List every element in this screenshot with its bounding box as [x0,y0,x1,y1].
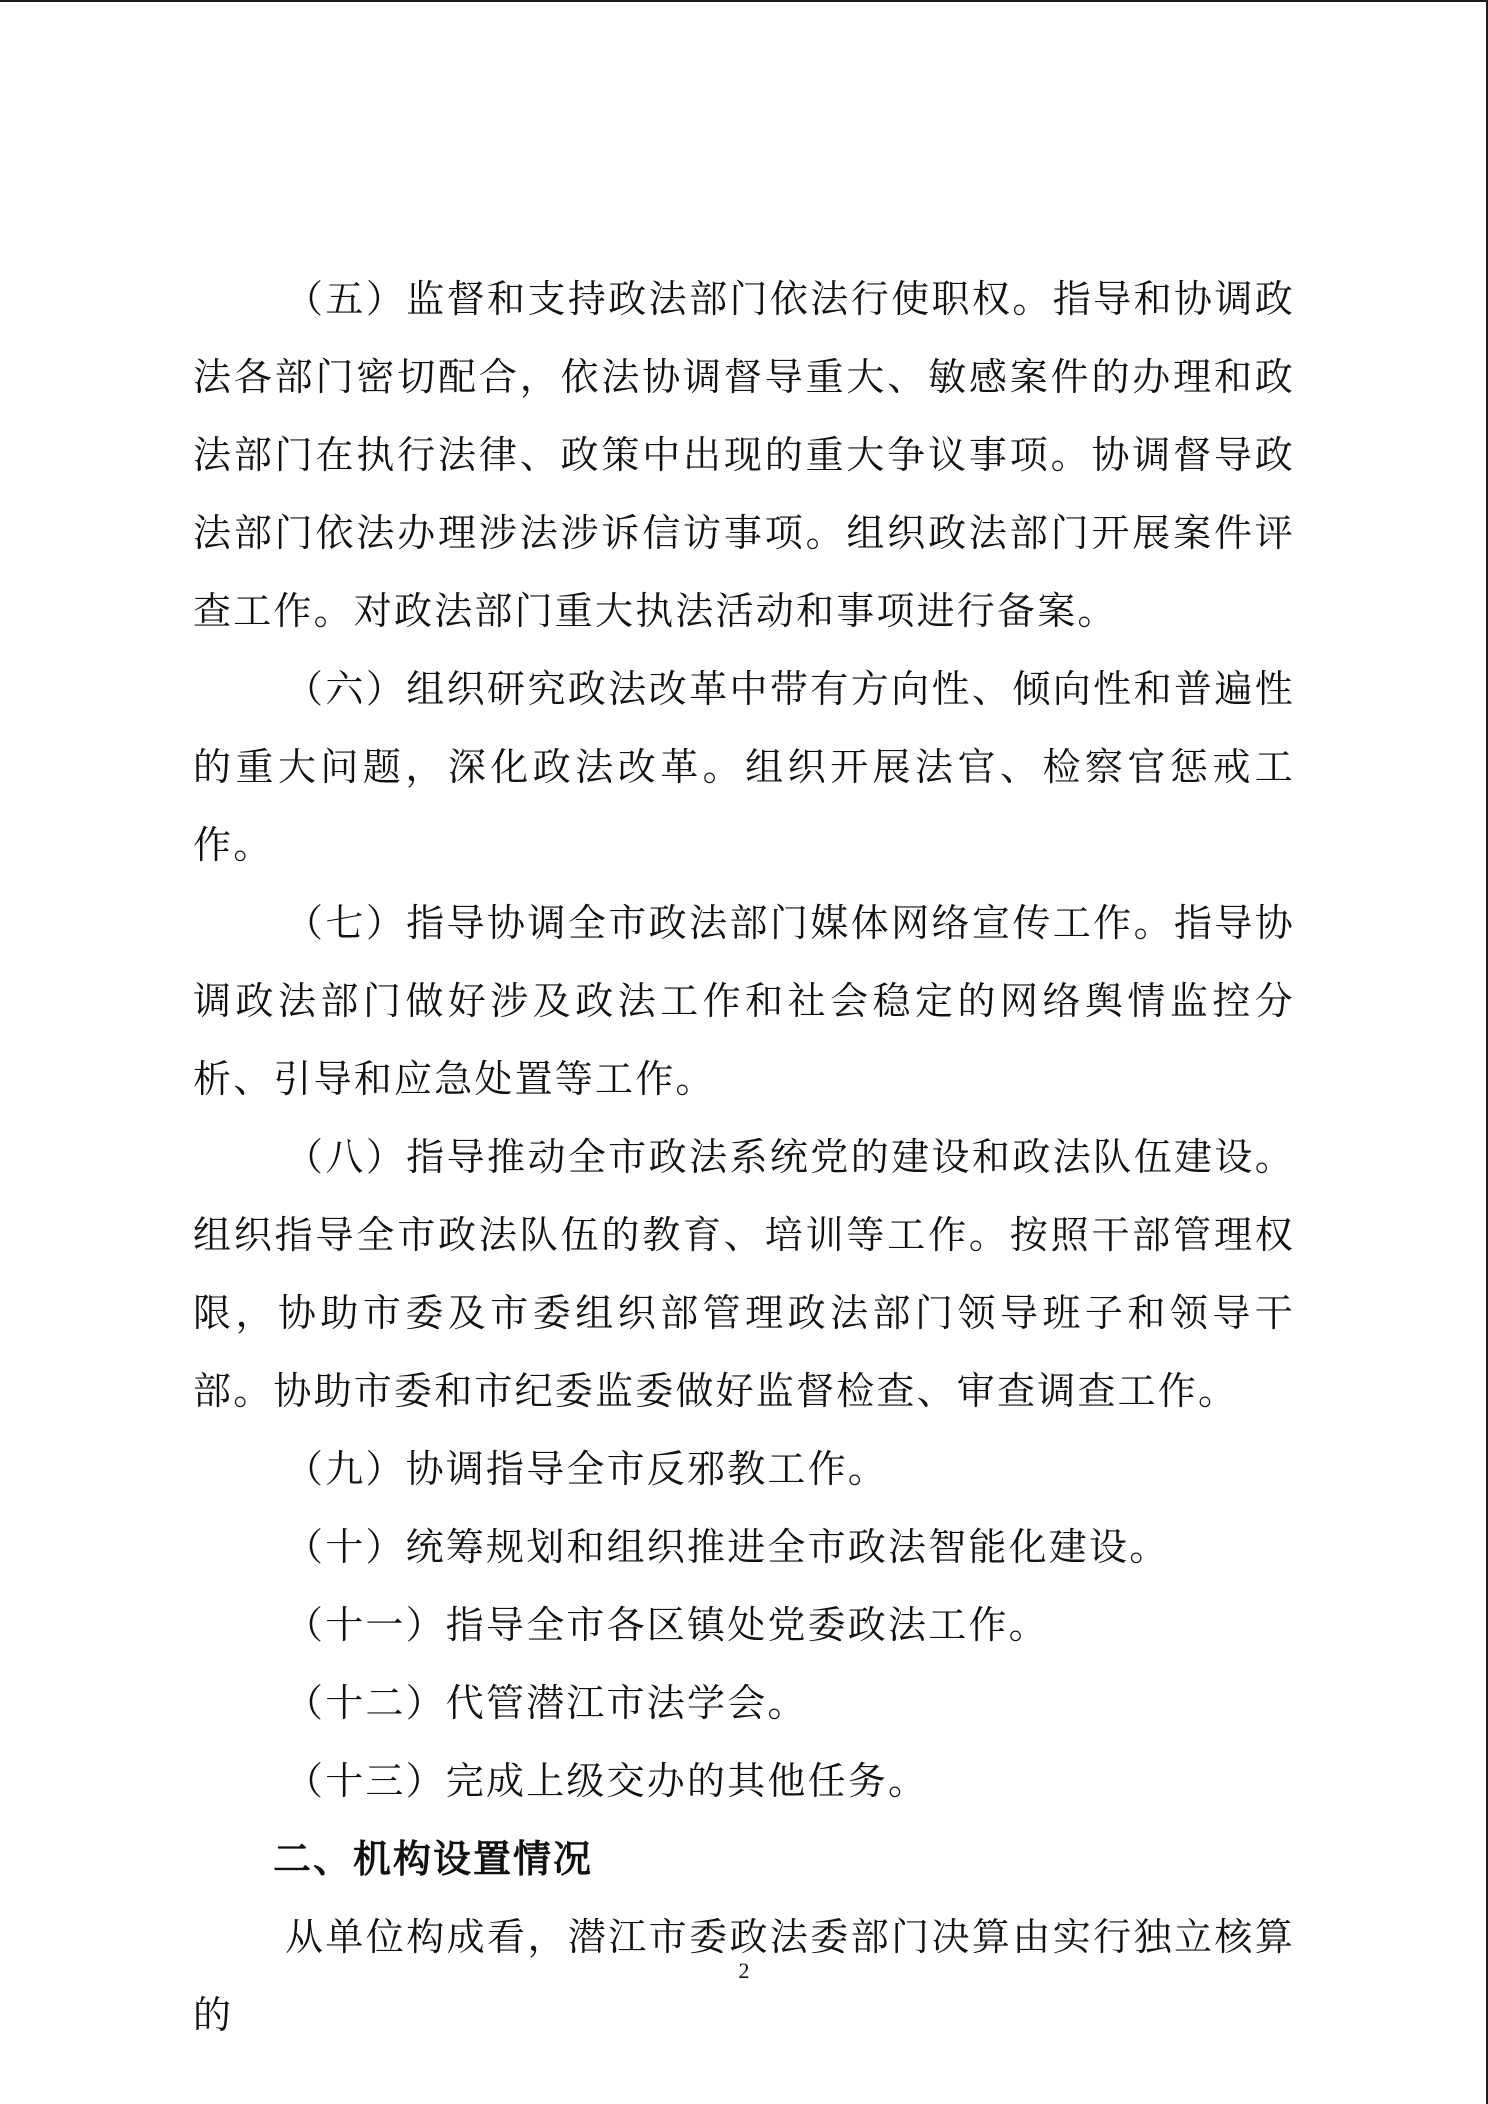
paragraph-item-9: （九）协调指导全市反邪教工作。 [285,1447,889,1491]
closing-paragraph: 从单位构成看，潜江市委政法委部门决算由实行独立核算的 [193,1915,1295,2037]
section-heading: 二、机构设置情况 [273,1837,594,1881]
paragraph-item-12: （十二）代管潜江市法学会。 [285,1681,808,1725]
paragraph-item-7: （七）指导协调全市政法部门媒体网络宣传工作。指导协调政法部门做好涉及政法工作和社会稳定的网络舆情监控分析、引导和应急处置等工作。 [193,901,1295,1101]
paragraph-item-13: （十三）完成上级交办的其他任务。 [285,1759,929,1803]
paragraph-item-5: （五）监督和支持政法部门依法行使职权。指导和协调政法各部门密切配合，依法协调督导重大、敏感案件的办理和政法部门在执行法律、政策中出现的重大争议事项。协调督导政法部门依法办理涉法涉诉信访事项。组织政法部门开展案件评查工作。对政法部门重大执法活动和事项进行备案。 [193,277,1295,633]
document-body [193,260,1295,2054]
paragraph-item-6: （六）组织研究政法改革中带有方向性、倾向性和普遍性的重大问题，深化政法改革。组织开展法官、检察官惩戒工作。 [193,667,1295,867]
paragraph-item-8: （八）指导推动全市政法系统党的建设和政法队伍建设。组织指导全市政法队伍的教育、培训等工作。按照干部管理权限，协助市委及市委组织部管理政法部门领导班子和领导干部。协助市委和市纪委监委做好监督检查、审查调查工作。 [193,1135,1295,1413]
paragraph-item-10: （十）统筹规划和组织推进全市政法智能化建设。 [285,1525,1170,1569]
page-number: 2 [738,1958,750,1983]
paragraph-item-11: （十一）指导全市各区镇处党委政法工作。 [285,1603,1049,1647]
